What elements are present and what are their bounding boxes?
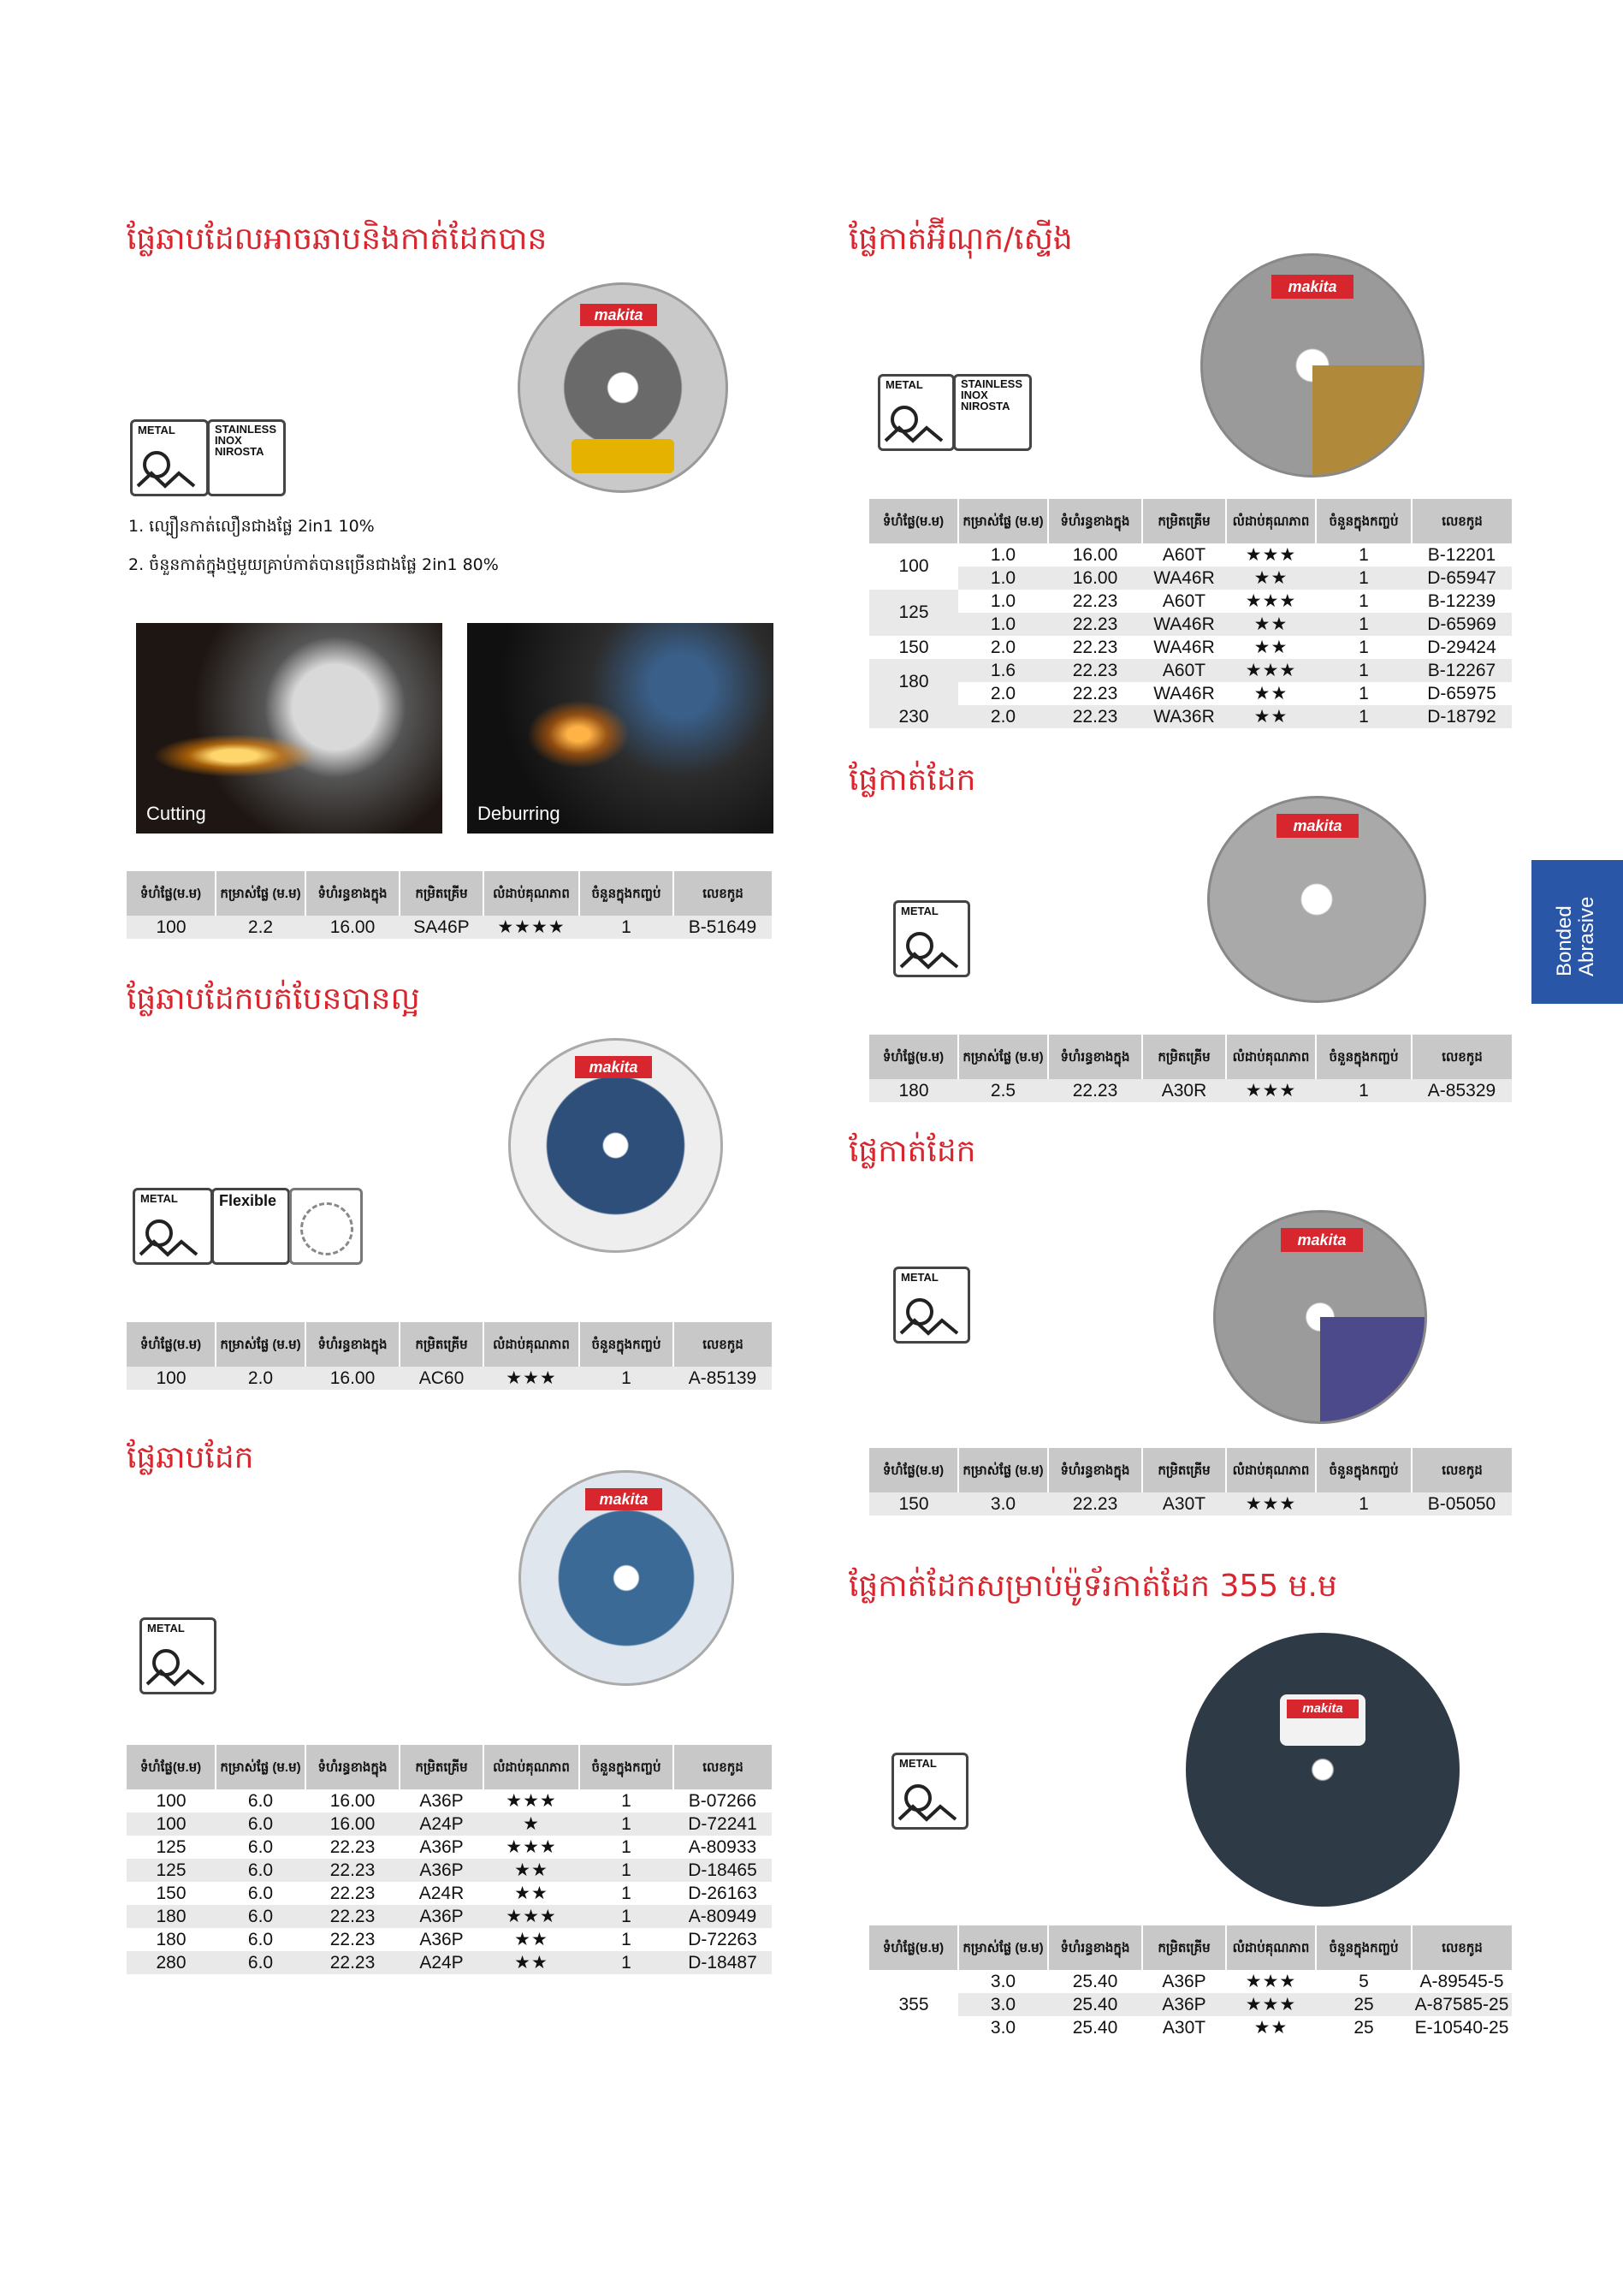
col-header: លំដាប់គុណភាព <box>1226 1925 1316 1970</box>
metal-badge: METAL <box>130 419 209 496</box>
col-header: កម្រិតគ្រើម <box>1142 1448 1226 1492</box>
col-header: កម្រិតគ្រើម <box>1142 1035 1226 1079</box>
col-header: កម្រាស់ផ្លែ (ម.ម) <box>958 499 1048 543</box>
col-header: ទំហំផ្លែ(ម.ម) <box>869 499 958 543</box>
col-header: លេខកូដ <box>1412 1035 1512 1079</box>
table-row: 100 6.0 16.00 A24P ★ 1 D-72241 <box>127 1812 772 1836</box>
col-header: លេខកូដ <box>673 1322 772 1367</box>
col-header: ទំហំរន្ធខាងក្នុង <box>1048 1035 1142 1079</box>
col-header: លេខកូដ <box>1412 1925 1512 1970</box>
table-row: 100 1.0 16.00 A60T ★★★ 1 B-12201 <box>869 543 1512 567</box>
disc-image-cutting-1: makita <box>1207 796 1426 1003</box>
table-row: 1.0 22.23 WA46R ★★ 1 D-65969 <box>869 613 1512 636</box>
col-header: កម្រិតគ្រើម <box>1142 499 1226 543</box>
col-header: កម្រាស់ផ្លែ (ម.ម) <box>216 871 305 916</box>
disc-image-355: makita <box>1186 1633 1460 1907</box>
note-1: 1. ល្បឿនកាត់លឿនជាងផ្លែ 2in1 10% <box>128 517 375 536</box>
table-row: 230 2.0 22.23 WA36R ★★ 1 D-18792 <box>869 705 1512 728</box>
table-row: 180 6.0 22.23 A36P ★★★ 1 A-80949 <box>127 1905 772 1928</box>
disc-image-2in1: makita <box>518 282 728 493</box>
section-title-355: ផ្លែកាត់ដែកសម្រាប់ម៉ូទ័រកាត់ដែក 355 ម.ម <box>849 1569 1337 1604</box>
spec-table-inox <box>869 499 1512 728</box>
col-header: ចំនួនក្នុងកញ្ចប់ <box>579 1322 673 1367</box>
spec-table-2in1 <box>127 871 772 939</box>
section-title-cutting-2: ផ្លែកាត់ដែក <box>849 1134 976 1169</box>
col-header: កម្រិតគ្រើម <box>400 1745 483 1789</box>
col-header: ចំនួនក្នុងកញ្ចប់ <box>1316 499 1412 543</box>
section-title-grinding: ផ្លែឆាបដែក <box>127 1440 254 1475</box>
col-header: កម្រិតគ្រើម <box>400 871 483 916</box>
table-row: 125 6.0 22.23 A36P ★★ 1 D-18465 <box>127 1859 772 1882</box>
table-row: 355 3.0 25.40 A36P ★★★ 5 A-89545-5 <box>869 1970 1512 1993</box>
table-row: 125 6.0 22.23 A36P ★★★ 1 A-80933 <box>156 1836 757 1857</box>
section-title-inox: ផ្លែកាត់អ៊ីណុក/ស្ទើង <box>849 222 1073 257</box>
col-header: ចំនួនក្នុងកញ្ចប់ <box>1316 1448 1412 1492</box>
disc-image-inox: makita <box>1200 253 1425 478</box>
col-header: លំដាប់គុណភាព <box>1226 1448 1316 1492</box>
table-row: 3.0 25.40 A36P ★★★ 25 A-87585-25 <box>869 1993 1512 2016</box>
table-row: 3.0 25.40 A30T ★★ 25 E-10540-25 <box>990 2017 1509 2038</box>
col-header: លេខកូដ <box>673 871 772 916</box>
col-header: លំដាប់គុណភាព <box>483 871 579 916</box>
col-header: លេខកូដ <box>673 1745 772 1789</box>
metal-badge: METAL <box>133 1188 213 1265</box>
section-title-flexible: ផ្លែឆាបដែកបត់បែនបានល្អ <box>127 982 420 1017</box>
col-header: កម្រាស់ផ្លែ (ម.ម) <box>958 1925 1048 1970</box>
metal-badge: METAL <box>893 1267 970 1344</box>
col-header: ចំនួនក្នុងកញ្ចប់ <box>579 1745 673 1789</box>
col-header: ទំហំរន្ធខាងក្នុង <box>305 1745 400 1789</box>
col-header: ទំហំរន្ធខាងក្នុង <box>1048 499 1142 543</box>
flexible-badge: Flexible <box>211 1188 290 1265</box>
disc-pattern-badge <box>289 1188 363 1265</box>
table-row: 150 6.0 22.23 A24R ★★ 1 D-26163 <box>156 1883 757 1903</box>
col-header: ទំហំផ្លែ(ម.ម) <box>127 1322 216 1367</box>
section-title-2in1: ផ្លែឆាបដែលអាចឆាបនិងកាត់ដែកបាន <box>127 222 548 257</box>
col-header: លំដាប់គុណភាព <box>483 1745 579 1789</box>
note-2: 2. ចំនួនកាត់ក្នុងថ្មមួយគ្រាប់កាត់បានច្រើនជាងផ្លែ 2in1 80% <box>128 555 499 574</box>
col-header: កម្រាស់ផ្លែ (ម.ម) <box>216 1322 305 1367</box>
metal-badge: METAL <box>878 374 955 451</box>
col-header: កម្រាស់ផ្លែ (ម.ម) <box>958 1035 1048 1079</box>
table-row: 125 1.0 22.23 A60T ★★★ 1 B-12239 <box>869 590 1512 613</box>
col-header: ទំហំរន្ធខាងក្នុង <box>305 871 400 916</box>
stainless-badge: STAINLESS INOX NIROSTA <box>953 374 1032 451</box>
col-header: ទំហំរន្ធខាងក្នុង <box>1048 1448 1142 1492</box>
col-header: ចំនួនក្នុងកញ្ចប់ <box>1316 1035 1412 1079</box>
stainless-badge: STAINLESS INOX NIROSTA <box>207 419 286 496</box>
col-header: ទំហំផ្លែ(ម.ម) <box>127 1745 216 1789</box>
spec-table-cutting-1 <box>869 1035 1512 1102</box>
table-row: 100 2.0 16.00 AC60 ★★★ 1 A-85139 <box>127 1367 772 1390</box>
side-tab-label: Bonded Abrasive <box>1553 896 1598 976</box>
metal-badge: METAL <box>891 1753 968 1830</box>
col-header: កម្រាស់ផ្លែ (ម.ម) <box>216 1745 305 1789</box>
col-header: ទំហំផ្លែ(ម.ម) <box>127 871 216 916</box>
col-header: លេខកូដ <box>1412 499 1512 543</box>
metal-badge: METAL <box>893 900 970 977</box>
section-title-cutting-1: ផ្លែកាត់ដែក <box>849 762 976 798</box>
side-tab-bonded-abrasive[interactable] <box>1531 860 1623 1004</box>
table-row: 280 6.0 22.23 A24P ★★ 1 D-18487 <box>127 1951 772 1974</box>
col-header: កម្រាស់ផ្លែ (ម.ម) <box>958 1448 1048 1492</box>
table-row: 180 1.6 22.23 A60T ★★★ 1 B-12267 <box>869 659 1512 682</box>
disc-image-grinding: makita <box>518 1470 734 1686</box>
table-row: 100 2.2 16.00 SA46P ★★★★ 1 B-51649 <box>127 916 772 939</box>
table-row: 100 6.0 16.00 A36P ★★★ 1 B-07266 <box>156 1790 757 1811</box>
col-header: ទំហំផ្លែ(ម.ម) <box>869 1925 958 1970</box>
table-row: 150 2.0 22.23 WA46R ★★ 1 D-29424 <box>869 636 1512 659</box>
col-header: ទំហំផ្លែ(ម.ម) <box>869 1448 958 1492</box>
col-header: លំដាប់គុណភាព <box>1226 1035 1316 1079</box>
table-row: 180 6.0 22.23 A36P ★★ 1 D-72263 <box>156 1929 757 1949</box>
spec-table-flexible <box>127 1322 772 1390</box>
metal-badge: METAL <box>139 1617 216 1694</box>
table-row: 1.0 16.00 WA46R ★★ 1 D-65947 <box>869 567 1512 590</box>
disc-image-cutting-2: makita <box>1213 1210 1427 1424</box>
table-row: 2.0 22.23 WA46R ★★ 1 D-65975 <box>990 683 1496 703</box>
col-header: លំដាប់គុណភាព <box>483 1322 579 1367</box>
spec-table-grinding <box>127 1745 772 1974</box>
col-header: ទំហំផ្លែ(ម.ម) <box>869 1035 958 1079</box>
disc-image-flexible: makita <box>508 1038 723 1253</box>
col-header: ទំហំរន្ធខាងក្នុង <box>305 1322 400 1367</box>
photo-cutting: Cutting <box>136 623 442 834</box>
col-header: លំដាប់គុណភាព <box>1226 499 1316 543</box>
col-header: ចំនួនក្នុងកញ្ចប់ <box>1316 1925 1412 1970</box>
table-row: 150 3.0 22.23 A30T ★★★ 1 B-05050 <box>869 1492 1512 1516</box>
spec-table-355 <box>869 1925 1512 2039</box>
spec-table-cutting-2 <box>869 1448 1512 1516</box>
col-header: កម្រិតគ្រើម <box>400 1322 483 1367</box>
col-header: លេខកូដ <box>1412 1448 1512 1492</box>
table-row: 180 2.5 22.23 A30R ★★★ 1 A-85329 <box>869 1079 1512 1102</box>
col-header: កម្រិតគ្រើម <box>1142 1925 1226 1970</box>
col-header: ចំនួនក្នុងកញ្ចប់ <box>579 871 673 916</box>
photo-deburring: Deburring <box>467 623 773 834</box>
col-header: ទំហំរន្ធខាងក្នុង <box>1048 1925 1142 1970</box>
